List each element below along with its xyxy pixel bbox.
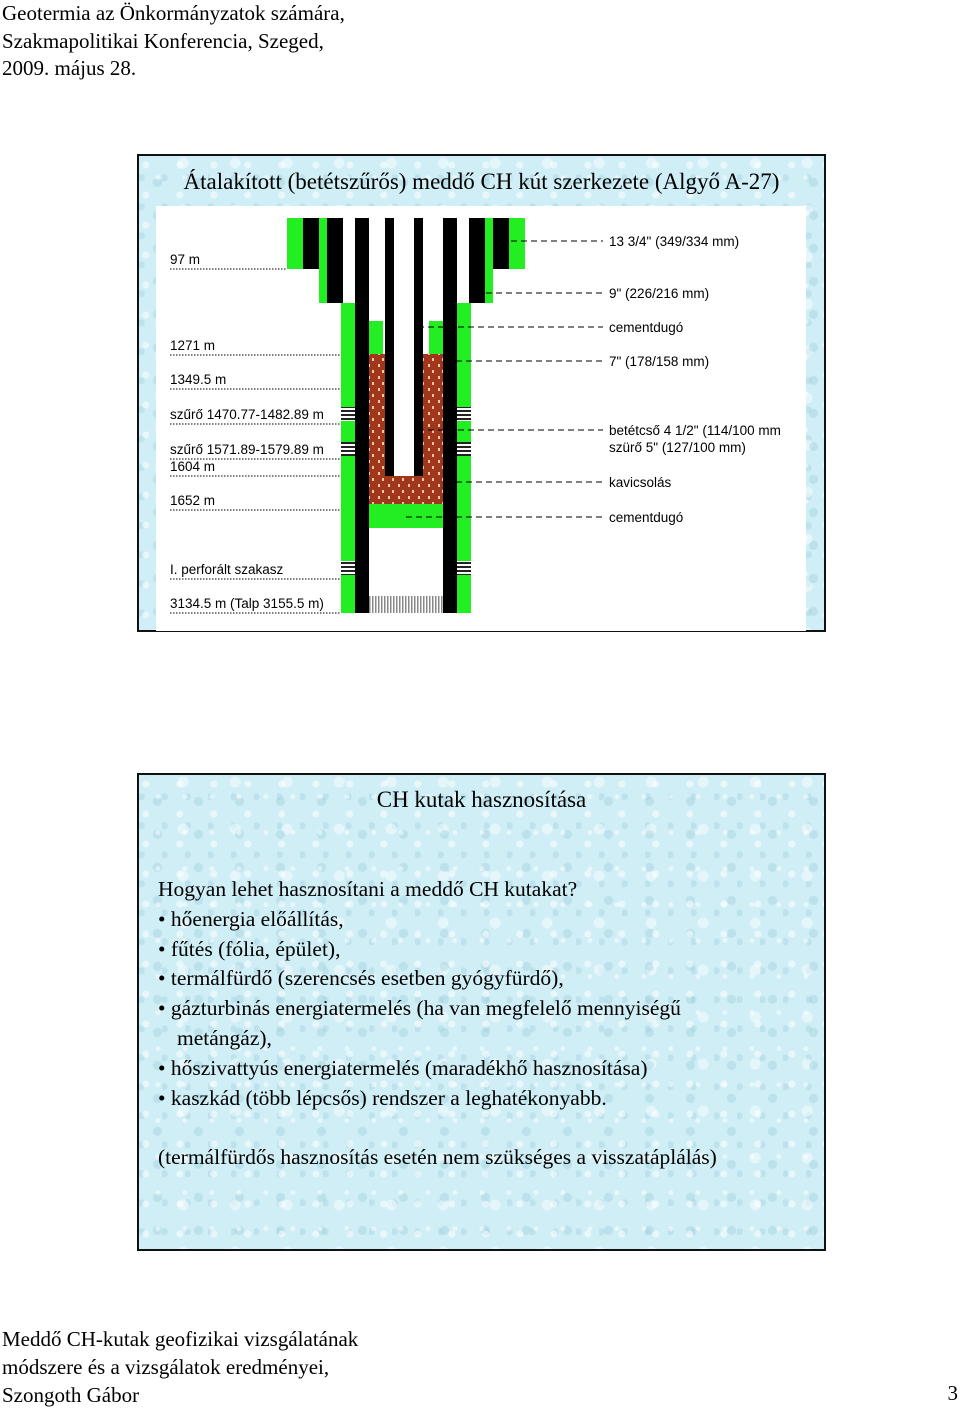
perforation-left bbox=[341, 561, 355, 575]
depth-label-1604: 1604 m bbox=[170, 459, 216, 474]
filter-zone-2-right bbox=[457, 442, 471, 456]
callout-gravel-pack: kavicsolás bbox=[609, 475, 672, 490]
bullet-item: • hőenergia előállítás, bbox=[158, 906, 344, 931]
well-diagram-panel bbox=[156, 206, 806, 631]
slide1-title: Átalakított (betétszűrős) meddő CH kút szerkezete (Algyő A-27) bbox=[183, 169, 780, 194]
page-number: 3 bbox=[947, 1381, 958, 1405]
casing-9-left bbox=[327, 218, 343, 303]
slide2-title: CH kutak hasznosítása bbox=[376, 787, 587, 812]
insert-tube-left bbox=[385, 218, 394, 476]
depth-label-1652: 1652 m bbox=[170, 493, 216, 508]
callout-cement-plug-lower: cementdugó bbox=[609, 510, 684, 525]
casing-13-right bbox=[493, 218, 509, 269]
note-text: (termálfürdős hasznosítás esetén nem szükséges a visszatáplálás) bbox=[158, 1145, 717, 1170]
bullet-item: • fűtés (fólia, épület), bbox=[158, 936, 341, 961]
casing-9-lower-left bbox=[355, 218, 369, 613]
cement-outer-right bbox=[509, 218, 525, 269]
header-line-3: 2009. május 28. bbox=[2, 56, 137, 80]
bullet-item: • gázturbinás energiatermelés (ha van megfelelő mennyiségű bbox=[158, 996, 681, 1021]
callout-cement-plug-upper: cementdugó bbox=[609, 320, 684, 335]
depth-label-bottom: 3134.5 m (Talp 3155.5 m) bbox=[170, 596, 324, 611]
callout-casing-9: 9" (226/216 mm) bbox=[609, 286, 710, 301]
page-header bbox=[2, 0, 345, 83]
callout-insert-tube: betétcső 4 1/2" (114/100 mm bbox=[609, 423, 781, 438]
spacer bbox=[158, 1113, 717, 1143]
bullet-continuation: metángáz), bbox=[177, 1025, 272, 1050]
well-structure-diagram bbox=[156, 206, 806, 631]
well-bottom bbox=[369, 596, 443, 613]
gravel-pack-bottom bbox=[369, 476, 443, 504]
depth-label-perforated: I. perforált szakasz bbox=[170, 562, 284, 577]
slide2-body bbox=[158, 875, 717, 1173]
header-line-2: Szakmapolitikai Konferencia, Szeged, bbox=[2, 28, 324, 53]
perforation-right bbox=[457, 561, 471, 575]
callout-casing-13: 13 3/4" (349/334 mm) bbox=[609, 234, 740, 249]
bullet-item: • kaszkád (több lépcsős) rendszer a leghatékonyabb. bbox=[158, 1085, 607, 1110]
depth-label-1349: 1349.5 m bbox=[170, 372, 227, 387]
filter-zone-1-right bbox=[457, 407, 471, 421]
slide-ch-well-utilization bbox=[137, 773, 826, 1251]
insert-tube-right bbox=[414, 218, 423, 476]
bullet-item: • hőszivattyús energiatermelés (maradékhő hasznosítása) bbox=[158, 1055, 648, 1080]
header-line-1: Geotermia az Önkormányzatok számára, bbox=[2, 1, 345, 25]
depth-label-97: 97 m bbox=[170, 252, 201, 267]
bullet-item: • termálfürdő (szerencsés esetben gyógyfürdő), bbox=[158, 966, 564, 991]
filter-zone-1-left bbox=[341, 407, 355, 421]
depth-label-filter-1: szűrő 1470.77-1482.89 m bbox=[170, 407, 324, 422]
callout-filter: szürő 5" (127/100 mm) bbox=[609, 440, 746, 455]
footer-line-3: Szongoth Gábor bbox=[2, 1383, 140, 1407]
depth-label-filter-2: szűrő 1571.89-1579.89 m bbox=[170, 442, 324, 457]
page-footer bbox=[2, 1325, 358, 1409]
filter-zone-2-left bbox=[341, 442, 355, 456]
depth-label-1271: 1271 m bbox=[170, 338, 216, 353]
casing-13-left bbox=[303, 218, 319, 269]
casing-9-lower-right bbox=[443, 218, 457, 613]
casing-9-right bbox=[469, 218, 485, 303]
slide-well-structure bbox=[137, 154, 826, 632]
question-text: Hogyan lehet hasznosítani a meddő CH kutakat? bbox=[158, 877, 578, 901]
callout-casing-7: 7" (178/158 mm) bbox=[609, 354, 710, 369]
cement-plug bbox=[369, 504, 443, 528]
footer-line-1: Meddő CH-kutak geofizikai vizsgálatának bbox=[2, 1327, 359, 1351]
cement-outer-left bbox=[287, 218, 303, 269]
footer-line-2: módszere és a vizsgálatok eredményei, bbox=[2, 1355, 330, 1379]
